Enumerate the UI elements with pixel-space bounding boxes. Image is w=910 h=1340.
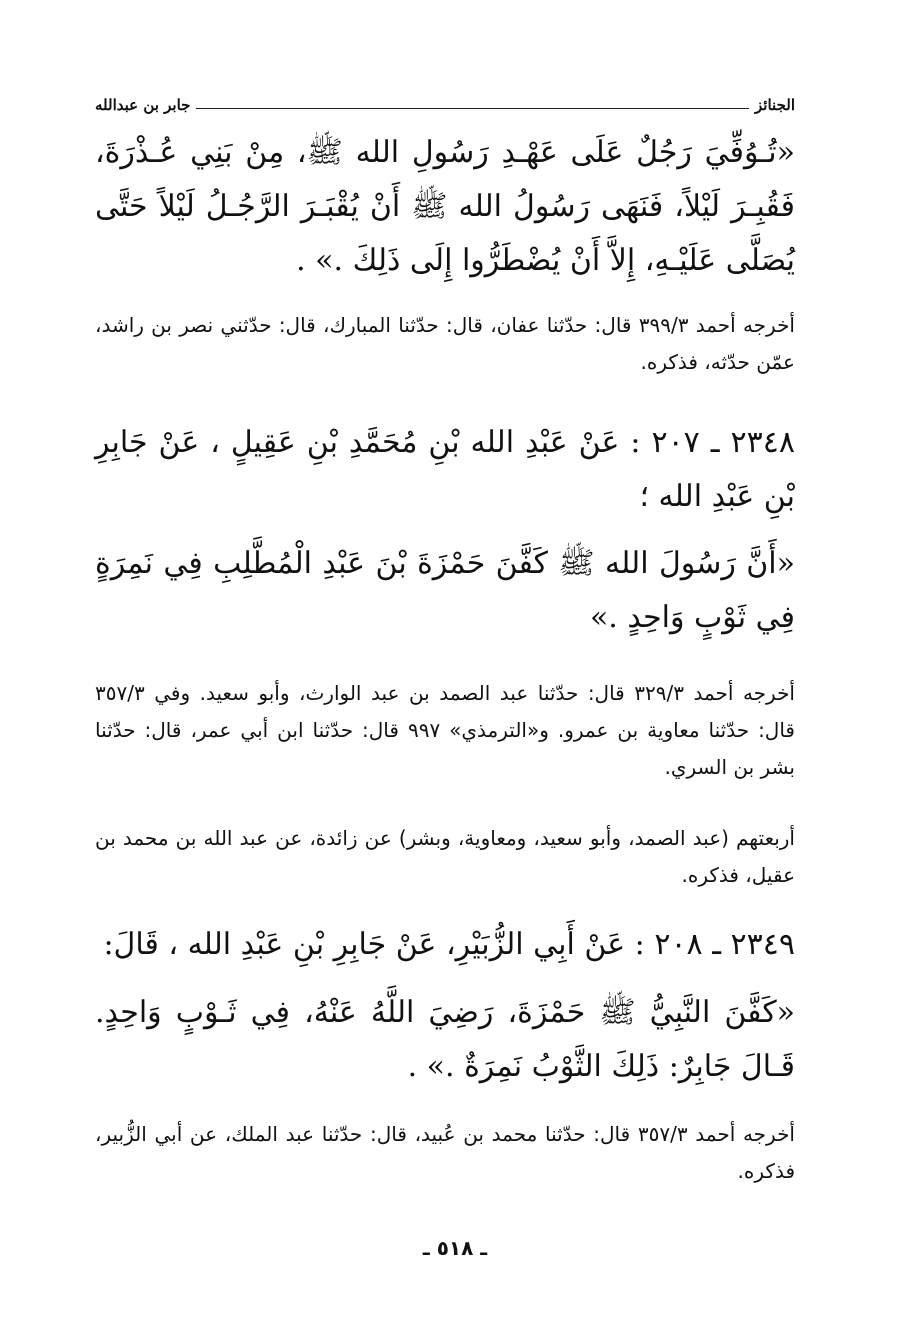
takhrij-note: أخرجه أحمد ٣٢٩/٣ قال: حدّثنا عبد الصمد بن عبد الوارث، وأبو سعيد. وفي ٣٥٧/٣ قال: حدّثنا معاوية بن عمرو. و«الترمذي» ٩٩٧ قال: حدّثنا ابن أبي عمر، قال: حدّثنا بشر بن السري. [95,681,795,779]
hadith-text: «تُـوُفِّيَ رَجُلٌ عَلَى عَهْـدِ رَسُولِ الله ﷺ، مِنْ بَنِي عُـذْرَةَ، فَقُبِـرَ لَيْلاً، فَنَهَى رَسُولُ الله ﷺ أَنْ يُقْبَـرَ الرَّجُـلُ لَيْلاً حَتَّى يُصَلَّى عَلَيْـهِ، إِلاَّ أَنْ يُضْطَرُّوا إِلَى ذَلِكَ .» . [95,135,795,278]
hadith-text: «أَنَّ رَسُولَ الله ﷺ كَفَّنَ حَمْزَةَ بْنَ عَبْدِ الْمُطَّلِبِ فِي نَمِرَةٍ فِي ثَوْبٍ وَاحِدٍ .» [95,546,795,635]
takhrij-note: أخرجه أحمد ٣٥٧/٣ قال: حدّثنا محمد بن عُبيد، قال: حدّثنا عبد الملك، عن أبي الزُّبير، فذكره. [95,1122,795,1183]
hadith-text: «كَفَّنَ النَّبِيُّ ﷺ حَمْزَةَ، رَضِيَ اللَّهُ عَنْهُ، فِي ثَـوْبٍ وَاحِدٍ. قَـالَ جَابِرٌ: ذَلِكَ الثَّوْبُ نَمِرَةٌ .» . [95,995,795,1084]
section-title: جابر بن عبدالله [95,96,191,114]
running-header [95,88,795,114]
chapter-title: الجنائز [755,96,795,114]
page-number: ـ ٥١٨ ـ [422,1236,488,1260]
takhrij-note: أربعتهم (عبد الصمد، وأبو سعيد، ومعاوية، وبشر) عن زائدة، عن عبد الله بن محمد بن عقيل، فذكره. [95,826,795,887]
hadith-heading: ٢٣٤٨ ـ ٢٠٧ : عَنْ عَبْدِ الله بْنِ مُحَمَّدِ بْنِ عَقِيلٍ ، عَنْ جَابِرِ بْنِ عَبْدِ الله ؛ [95,425,795,514]
header-rule [196,108,749,109]
takhrij-note: أخرجه أحمد ٣٩٩/٣ قال: حدّثنا عفان، قال: حدّثنا المبارك، قال: حدّثني نصر بن راشد، عمّن حدّثه، فذكره. [95,313,795,374]
hadith-heading: ٢٣٤٩ ـ ٢٠٨ : عَنْ أَبِي الزُّبَيْرِ، عَنْ جَابِرِ بْنِ عَبْدِ الله ، قَالَ: [103,927,795,962]
